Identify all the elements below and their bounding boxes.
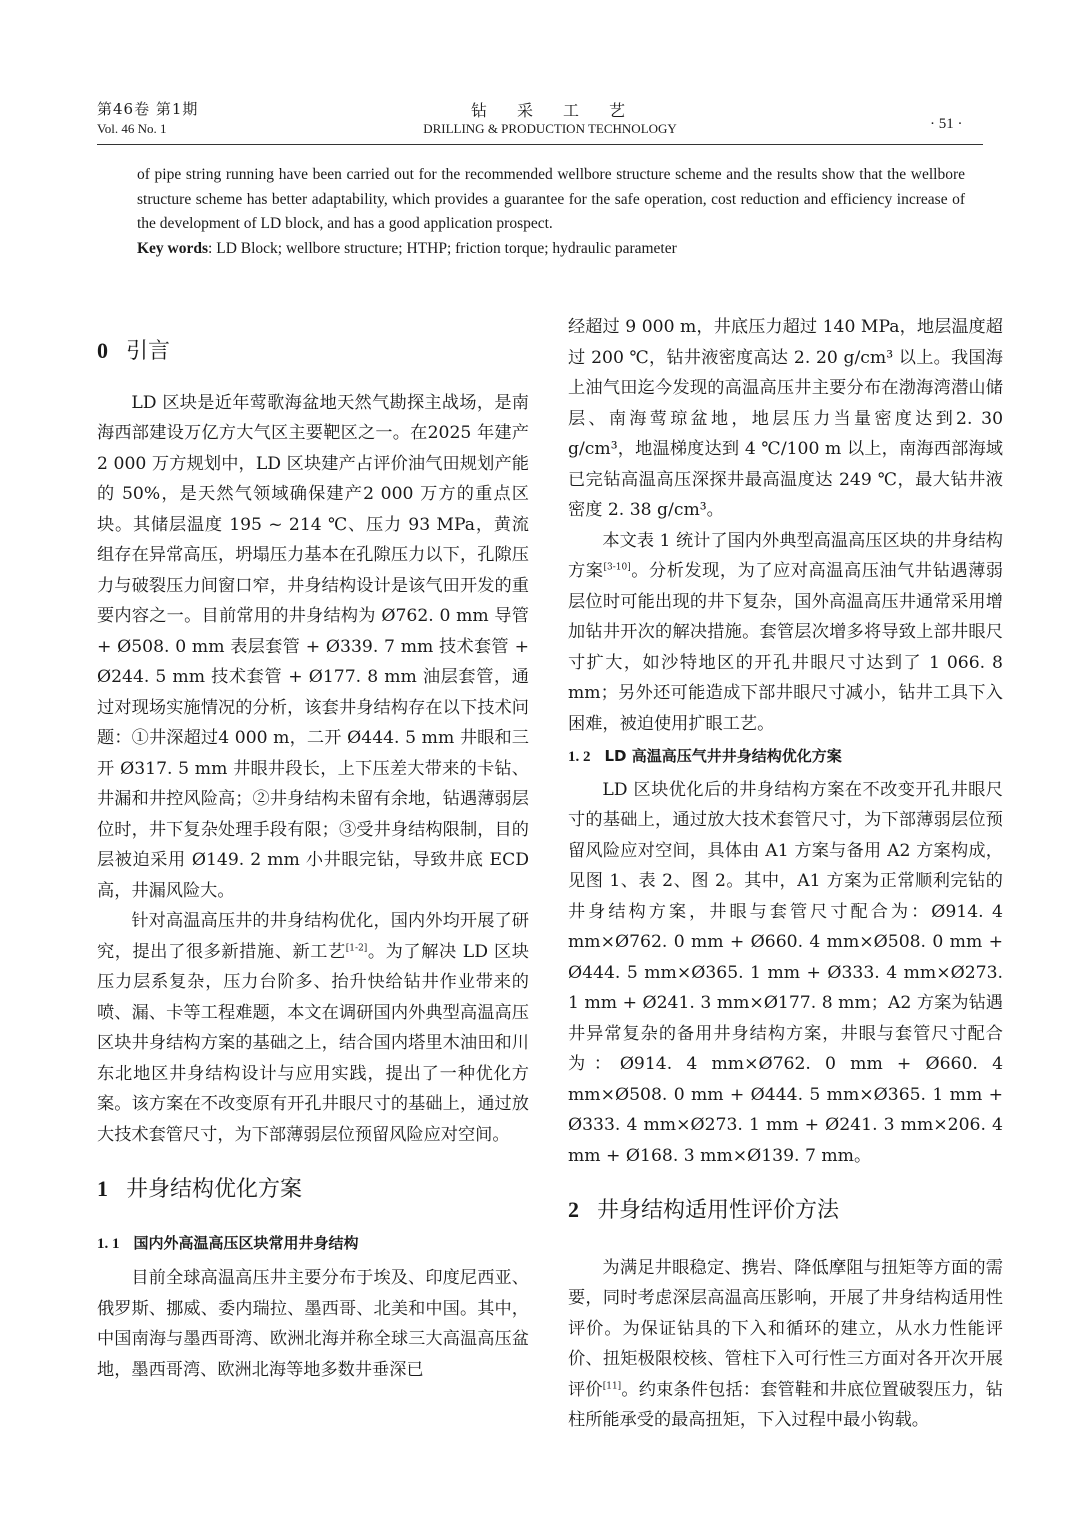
volume-issue-en: Vol. 46 No. 1 xyxy=(97,121,167,136)
page-number: · 51 · xyxy=(930,116,963,132)
abstract-text: of pipe string running have been carried out for the recommended wellbore structure scheme and the results show that the wellbore structure scheme has better adaptability, which provides a guarantee for the safe operation, cost reduction and efficiency increase of the development of LD block, and has a good application prospect. xyxy=(137,166,965,232)
subsection-1-1-paragraph: 目前全球高温高压井主要分布于埃及、印度尼西亚、俄罗斯、挪威、委内瑞拉、墨西哥、北美和中国。其中，中国南海与墨西哥湾、欧洲北海并称全球三大高温高压盆地，墨西哥湾、欧洲北海等地多数井垂深已 xyxy=(97,1268,529,1380)
intro-paragraph-1: LD 区块是近年莺歌海盆地天然气勘探主战场，是南海西部建设万亿方大气区主要靶区之一。在2025 年建产 2 000 万方规划中，LD 区块建产占评价油气田规划产能的 50%，是天然气领域确保建产2 000 万方的重点区块。其储层温度 195 ~ 214 ℃、压力 93 MPa，黄流组存在异常高压，坍塌压力基本在孔隙压力以下，孔隙压力与破裂压力间窗口窄，井身结构设计是该气田开发的重要内容之一。目前常用的井身结构为 Ø762. 0 mm 导管 + Ø508. 0 mm 表层套管 + Ø339. 7 mm 技术套管 + Ø244. 5 mm 技术套管 + Ø177. 8 mm 油层套管，通过对现场实施情况的分析，该套井身结构存在以下技术问题：①井深超过4 000 m，二开 Ø444. 5 mm 井眼和三开 Ø317. 5 mm 井眼井段长，上下压差大带来的卡钻、井漏和井控风险高；②井身结构未留有余地，钻遇薄弱层位时，井下复杂处理手段有限；③受井身结构限制，目的层被迫采用 Ø149. 2 mm 小井眼完钻，导致井底 ECD 高，井漏风险大。 xyxy=(97,392,529,901)
subsection-1-1-heading xyxy=(97,1228,529,1260)
volume-issue-cn: 第46卷 第1期 xyxy=(97,100,199,118)
keywords-line xyxy=(137,237,965,262)
journal-title-cn: 钻采工艺 xyxy=(470,101,655,120)
section-2-number: 2 xyxy=(568,1197,579,1222)
right-column xyxy=(568,312,1003,1436)
subsection-1-1-number: 1. 1 xyxy=(97,1235,120,1252)
citation-1-2: [1-2] xyxy=(345,942,368,953)
section-1-title: 井身结构优化方案 xyxy=(126,1177,303,1202)
citation-3-10: [3-10] xyxy=(603,562,631,573)
section-0-title: 引言 xyxy=(126,339,171,364)
sub1-p2-text-a: 本文表 1 统计了国内外典型高温高压区块的井身结构方案 xyxy=(568,530,1003,581)
left-column xyxy=(97,336,529,1385)
subsection-1-2-number: 1. 2 xyxy=(568,749,591,765)
section-0-heading xyxy=(97,336,529,368)
sec2-text-b: 。约束条件包括：套管鞋和井底位置破裂压力，钻柱所能承受的最高扭矩，下入过程中最小钩载。 xyxy=(568,1379,1003,1430)
section-1-number: 1 xyxy=(97,1176,108,1201)
sec2-text-a: 为满足井眼稳定、携岩、降低摩阻与扭矩等方面的需要，同时考虑深层高温高压影响，开展了井身结构适用性评价。为保证钻具的下入和循环的建立，从水力性能评价、扭矩极限校核、管柱下入可行性三方面对各开次开展评价 xyxy=(568,1257,1003,1400)
section-2-paragraph xyxy=(568,1253,1003,1436)
intro-p2-text-b: 。为了解决 LD 区块压力层系复杂，压力台阶多、抬升快给钻井作业带来的喷、漏、卡等工程难题，本文在调研国内外典型高温高压区块井身结构方案的基础之上，结合国内塔里木油田和川东北地区井身结构设计与应用实践，提出了一种优化方案。该方案在不改变原有开孔井眼尺寸的基础上，通过放大技术套管尺寸，为下部薄弱层位预留风险应对空间。 xyxy=(97,941,529,1145)
intro-p2-text-a: 针对高温高压井的井身结构优化，国内外均开展了研究，提出了很多新措施、新工艺 xyxy=(97,911,529,962)
subsection-1-1-title: 国内外高温高压区块常用井身结构 xyxy=(133,1233,359,1252)
subsection-1-1-continued: 经超过 9 000 m，井底压力超过 140 MPa，地层温度超过 200 ℃，钻井液密度高达 2. 20 g/cm³ 以上。我国海上油气田迄今发现的高温高压井主要分布在渤海湾潜山储层、南海莺琼盆地，地层压力当量密度达到2. 30 g/cm³，地温梯度达到 4 ℃/100 m 以上，南海西部海域已完钻高温高压深探井最高温度达 249 ℃，最大钻井液密度 2. 38 g/cm³。 xyxy=(568,317,1003,520)
abstract-block xyxy=(137,163,965,261)
keywords-label: Key words xyxy=(137,239,209,257)
intro-paragraph-2 xyxy=(97,906,529,1150)
subsection-1-2-heading xyxy=(568,741,1003,773)
section-2-heading xyxy=(568,1195,1003,1227)
subsection-1-2-paragraph: LD 区块优化后的井身结构方案在不改变开孔井眼尺寸的基础上，通过放大技术套管尺寸，为下部薄弱层位预留风险应对空间，具体由 A1 方案与备用 A2 方案构成，见图 1、表 2、图 2。其中，A1 方案为正常顺利完钻的井身结构方案，井眼与套管尺寸配合为：Ø914. 4 mm×Ø762. 0 mm + Ø660. 4 mm×Ø508. 0 mm + Ø444. 5 mm×Ø365. 1 mm + Ø333. 4 mm×Ø273. 1 mm + Ø241. 3 mm×Ø177. 8 mm；A2 方案为钻遇井异常复杂的备用井身结构方案，井眼与套管尺寸配合为：Ø914. 4 mm×Ø762. 0 mm + Ø660. 4 mm×Ø508. 0 mm + Ø444. 5 mm×Ø365. 1 mm + Ø333. 4 mm×Ø273. 1 mm + Ø241. 3 mm×206. 4 mm + Ø168. 3 mm×Ø139. 7 mm。 xyxy=(568,779,1003,1166)
header-rule xyxy=(97,144,983,145)
section-2-title: 井身结构适用性评价方法 xyxy=(597,1198,840,1223)
citation-11: [11] xyxy=(602,1380,622,1391)
keywords-text: : LD Block; wellbore structure; HTHP; friction torque; hydraulic parameter xyxy=(208,239,677,257)
subsection-1-2-title: LD 高温高压气井井身结构优化方案 xyxy=(604,747,842,765)
section-0-number: 0 xyxy=(97,338,108,363)
subsection-1-1-paragraph-2 xyxy=(568,526,1003,740)
sub1-p2-text-b: 。分析发现，为了应对高温高压油气井钻遇薄弱层位时可能出现的井下复杂，国外高温高压井通常采用增加钻井开次的解决措施。套管层次增多将导致上部井眼尺寸扩大，如沙特地区的开孔井眼尺寸达到了 1 066. 8 mm；另外还可能造成下部井眼尺寸减小，钻井工具下入困难，被迫使用扩眼工艺。 xyxy=(568,561,1003,734)
section-1-heading xyxy=(97,1174,529,1206)
journal-title-en: DRILLING & PRODUCTION TECHNOLOGY xyxy=(423,121,677,136)
